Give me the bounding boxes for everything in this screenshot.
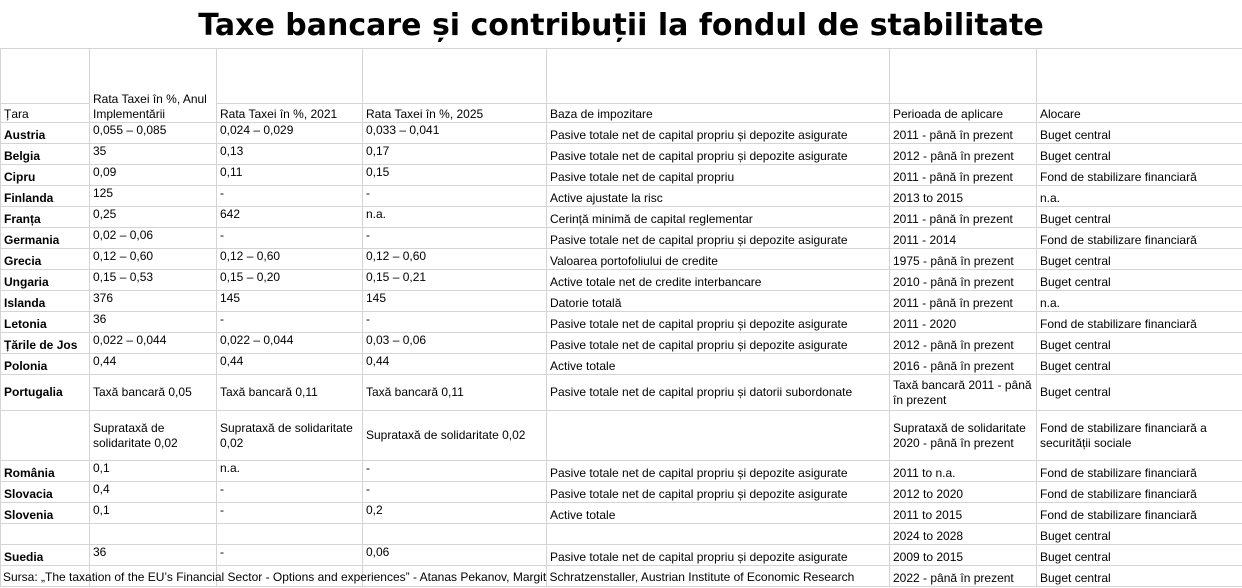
table-cell: Fond de stabilizare financiară <box>1037 503 1242 524</box>
table-cell: Pasive totale net de capital propriu și depozite asigurate <box>547 461 890 482</box>
table-cell: Pasive totale net de capital propriu și depozite asigurate <box>547 123 890 144</box>
table-cell: 0,12 – 0,60 <box>217 249 363 270</box>
table-cell: - <box>363 312 547 333</box>
header-cell <box>1037 49 1242 104</box>
table-cell: 125 <box>90 186 217 207</box>
table-cell: 2011 - până în prezent <box>890 165 1037 186</box>
table-row <box>1 144 1242 165</box>
table-row <box>1 354 1242 375</box>
table-cell: Buget central <box>1037 270 1242 291</box>
table-cell: - <box>217 503 363 524</box>
table-cell: 2012 - până în prezent <box>890 333 1037 354</box>
table-cell: 0,1 <box>90 503 217 524</box>
country-cell: Polonia <box>1 354 90 375</box>
table-cell: 0,13 <box>217 144 363 165</box>
table-cell: Pasive totale net de capital propriu <box>547 165 890 186</box>
table-cell: Pasive totale net de capital propriu și depozite asigurate <box>547 228 890 249</box>
table-row <box>1 291 1242 312</box>
table-cell: Suprataxă de solidaritate 0,02 <box>217 411 363 461</box>
table-cell: 145 <box>363 291 547 312</box>
table-cell: 2009 to 2015 <box>890 545 1037 566</box>
table-cell: Cerință minimă de capital reglementar <box>547 207 890 228</box>
table-cell <box>547 524 890 545</box>
table-cell: - <box>217 312 363 333</box>
country-cell: Austria <box>1 123 90 144</box>
table-cell: 0,033 – 0,041 <box>363 123 547 144</box>
header-cell <box>1 49 90 104</box>
table-cell: Taxă bancară 0,05 <box>90 375 217 411</box>
table-row <box>1 333 1242 354</box>
table-cell: 145 <box>217 291 363 312</box>
header-cell <box>363 49 547 104</box>
table-row <box>1 312 1242 333</box>
table-cell: n.a. <box>363 207 547 228</box>
table-row <box>1 482 1242 503</box>
country-cell: Letonia <box>1 312 90 333</box>
table-cell: n.a. <box>1037 186 1242 207</box>
tax-table <box>0 48 1242 587</box>
country-cell: Belgia <box>1 144 90 165</box>
table-cell: Fond de stabilizare financiară <box>1037 165 1242 186</box>
table-cell: Pasive totale net de capital propriu și depozite asigurate <box>547 144 890 165</box>
table-cell: Fond de stabilizare financiară <box>1037 461 1242 482</box>
table-cell: 2011 to 2015 <box>890 503 1037 524</box>
country-cell: Islanda <box>1 291 90 312</box>
table-cell: 36 <box>90 545 217 566</box>
country-cell: Portugalia <box>1 375 90 411</box>
header-spacer-row <box>1 49 1242 104</box>
country-cell <box>1 524 90 545</box>
table-cell: - <box>363 228 547 249</box>
table-cell: Suprataxă de solidaritate 2020 - până în prezent <box>890 411 1037 461</box>
header-cell: Baza de impozitare <box>547 104 890 123</box>
table-cell: 2011 - până în prezent <box>890 123 1037 144</box>
table-cell: 642 <box>217 207 363 228</box>
country-cell: Slovenia <box>1 503 90 524</box>
table-cell: Buget central <box>1037 333 1242 354</box>
table-cell: 0,12 – 0,60 <box>90 249 217 270</box>
table-cell: 0,4 <box>90 482 217 503</box>
table-cell: 0,1 <box>90 461 217 482</box>
header-cell <box>217 49 363 104</box>
header-cell: Alocare <box>1037 104 1242 123</box>
table-cell: 2011 to n.a. <box>890 461 1037 482</box>
table-cell: Buget central <box>1037 524 1242 545</box>
table-cell: Fond de stabilizare financiară a securității sociale <box>1037 411 1242 461</box>
table-row <box>1 228 1242 249</box>
table-cell: Fond de stabilizare financiară <box>1037 312 1242 333</box>
table-cell: 2016 - până în prezent <box>890 354 1037 375</box>
table-cell <box>363 524 547 545</box>
table-cell: Active totale <box>547 503 890 524</box>
page-title: Taxe bancare și contribuții la fondul de stabilitate <box>198 8 1044 43</box>
table-row <box>1 375 1242 411</box>
source-note: Sursa: „The taxation of the EU’s Financial Sector - Options and experiences” - Atanas Pekanov, Margit Schratzenstaller, Austrian Institute of Economic Research <box>3 570 855 584</box>
table-cell: Buget central <box>1037 123 1242 144</box>
table-cell: Active totale <box>547 354 890 375</box>
table-cell: Fond de stabilizare financiară <box>1037 482 1242 503</box>
table-cell: 0,022 – 0,044 <box>217 333 363 354</box>
table-row <box>1 503 1242 524</box>
table-cell: Pasive totale net de capital propriu și depozite asigurate <box>547 333 890 354</box>
table-cell: Valoarea portofoliului de credite <box>547 249 890 270</box>
table-cell <box>217 524 363 545</box>
table-cell: 0,06 <box>363 545 547 566</box>
table-cell: Active ajustate la risc <box>547 186 890 207</box>
table-row <box>1 165 1242 186</box>
table-cell: Taxă bancară 0,11 <box>217 375 363 411</box>
table-cell: Active totale net de credite interbancare <box>547 270 890 291</box>
table-cell: Suprataxă de solidaritate 0,02 <box>90 411 217 461</box>
country-cell: Cipru <box>1 165 90 186</box>
table-cell: - <box>363 482 547 503</box>
table-cell: 2010 - până în prezent <box>890 270 1037 291</box>
table-cell: 0,12 – 0,60 <box>363 249 547 270</box>
table-row <box>1 186 1242 207</box>
table-cell: 2011 - 2014 <box>890 228 1037 249</box>
country-cell: România <box>1 461 90 482</box>
table-cell: Pasive totale net de capital propriu și datorii subordonate <box>547 375 890 411</box>
header-cell: Rata Taxei în %, 2025 <box>363 104 547 123</box>
table-cell: - <box>363 461 547 482</box>
header-cell: Rata Taxei în %, Anul Implementării <box>90 49 217 123</box>
table-cell: 2011 - până în prezent <box>890 207 1037 228</box>
table-cell: 0,03 – 0,06 <box>363 333 547 354</box>
table-cell: 2013 to 2015 <box>890 186 1037 207</box>
table-cell: Pasive totale net de capital propriu și depozite asigurate <box>547 312 890 333</box>
table-cell <box>90 524 217 545</box>
table-cell: 0,15 <box>363 165 547 186</box>
table-row <box>1 524 1242 545</box>
country-cell: Suedia <box>1 545 90 566</box>
table-row <box>1 207 1242 228</box>
table-cell: n.a. <box>1037 291 1242 312</box>
table-row <box>1 545 1242 566</box>
table-cell: 2011 - până în prezent <box>890 291 1037 312</box>
country-cell: Finlanda <box>1 186 90 207</box>
table-cell: 0,09 <box>90 165 217 186</box>
table-cell: Datorie totală <box>547 291 890 312</box>
country-cell: Germania <box>1 228 90 249</box>
table-cell: Buget central <box>1037 375 1242 411</box>
table-cell: 36 <box>90 312 217 333</box>
header-cell: Perioada de aplicare <box>890 104 1037 123</box>
header-cell <box>890 49 1037 104</box>
table-cell: 2024 to 2028 <box>890 524 1037 545</box>
table-cell: Buget central <box>1037 144 1242 165</box>
table-cell <box>547 411 890 461</box>
header-cell <box>547 49 890 104</box>
table-row <box>1 249 1242 270</box>
table-cell: Buget central <box>1037 545 1242 566</box>
table-cell: Buget central <box>1037 354 1242 375</box>
header-cell: Rata Taxei în %, 2021 <box>217 104 363 123</box>
table-cell: 2012 - până în prezent <box>890 144 1037 165</box>
table-row <box>1 461 1242 482</box>
table-cell: 0,02 – 0,06 <box>90 228 217 249</box>
table-cell: Buget central <box>1037 249 1242 270</box>
table-cell: 0,15 – 0,53 <box>90 270 217 291</box>
table-cell: - <box>217 186 363 207</box>
table-cell: Buget central <box>1037 207 1242 228</box>
country-cell <box>1 411 90 461</box>
table-cell: Buget central <box>1037 566 1242 587</box>
table-cell: - <box>217 545 363 566</box>
table-cell: 1975 - până în prezent <box>890 249 1037 270</box>
table-row <box>1 270 1242 291</box>
table-row <box>1 411 1242 461</box>
table-cell: 2022 - până în prezent <box>890 566 1037 587</box>
table-cell: Taxă bancară 2011 - până în prezent <box>890 375 1037 411</box>
table-cell: 2011 - 2020 <box>890 312 1037 333</box>
table-cell: 0,17 <box>363 144 547 165</box>
table-cell: - <box>217 228 363 249</box>
table-cell: 0,11 <box>217 165 363 186</box>
table-cell: - <box>363 186 547 207</box>
table-cell: 376 <box>90 291 217 312</box>
table-cell: Taxă bancară 0,11 <box>363 375 547 411</box>
table-cell: Suprataxă de solidaritate 0,02 <box>363 411 547 461</box>
header-cell: Țara <box>1 104 90 123</box>
table-cell: 0,024 – 0,029 <box>217 123 363 144</box>
table-cell: 0,44 <box>217 354 363 375</box>
table-cell: 0,15 – 0,21 <box>363 270 547 291</box>
table-cell: Pasive totale net de capital propriu și depozite asigurate <box>547 482 890 503</box>
table-cell: 0,25 <box>90 207 217 228</box>
table-cell: 0,44 <box>363 354 547 375</box>
table-cell: 0,15 – 0,20 <box>217 270 363 291</box>
country-cell: Slovacia <box>1 482 90 503</box>
table-cell: 2012 to 2020 <box>890 482 1037 503</box>
country-cell: Ungaria <box>1 270 90 291</box>
table-row <box>1 123 1242 144</box>
table-cell: Fond de stabilizare financiară <box>1037 228 1242 249</box>
table-cell: 0,022 – 0,044 <box>90 333 217 354</box>
table-cell: 0,055 – 0,085 <box>90 123 217 144</box>
table-cell: 0,44 <box>90 354 217 375</box>
country-cell: Franța <box>1 207 90 228</box>
table-cell: n.a. <box>217 461 363 482</box>
country-cell: Grecia <box>1 249 90 270</box>
table-cell: Pasive totale net de capital propriu și depozite asigurate <box>547 545 890 566</box>
table-cell: 35 <box>90 144 217 165</box>
table-cell: 0,2 <box>363 503 547 524</box>
country-cell: Țările de Jos <box>1 333 90 354</box>
table-cell: - <box>217 482 363 503</box>
